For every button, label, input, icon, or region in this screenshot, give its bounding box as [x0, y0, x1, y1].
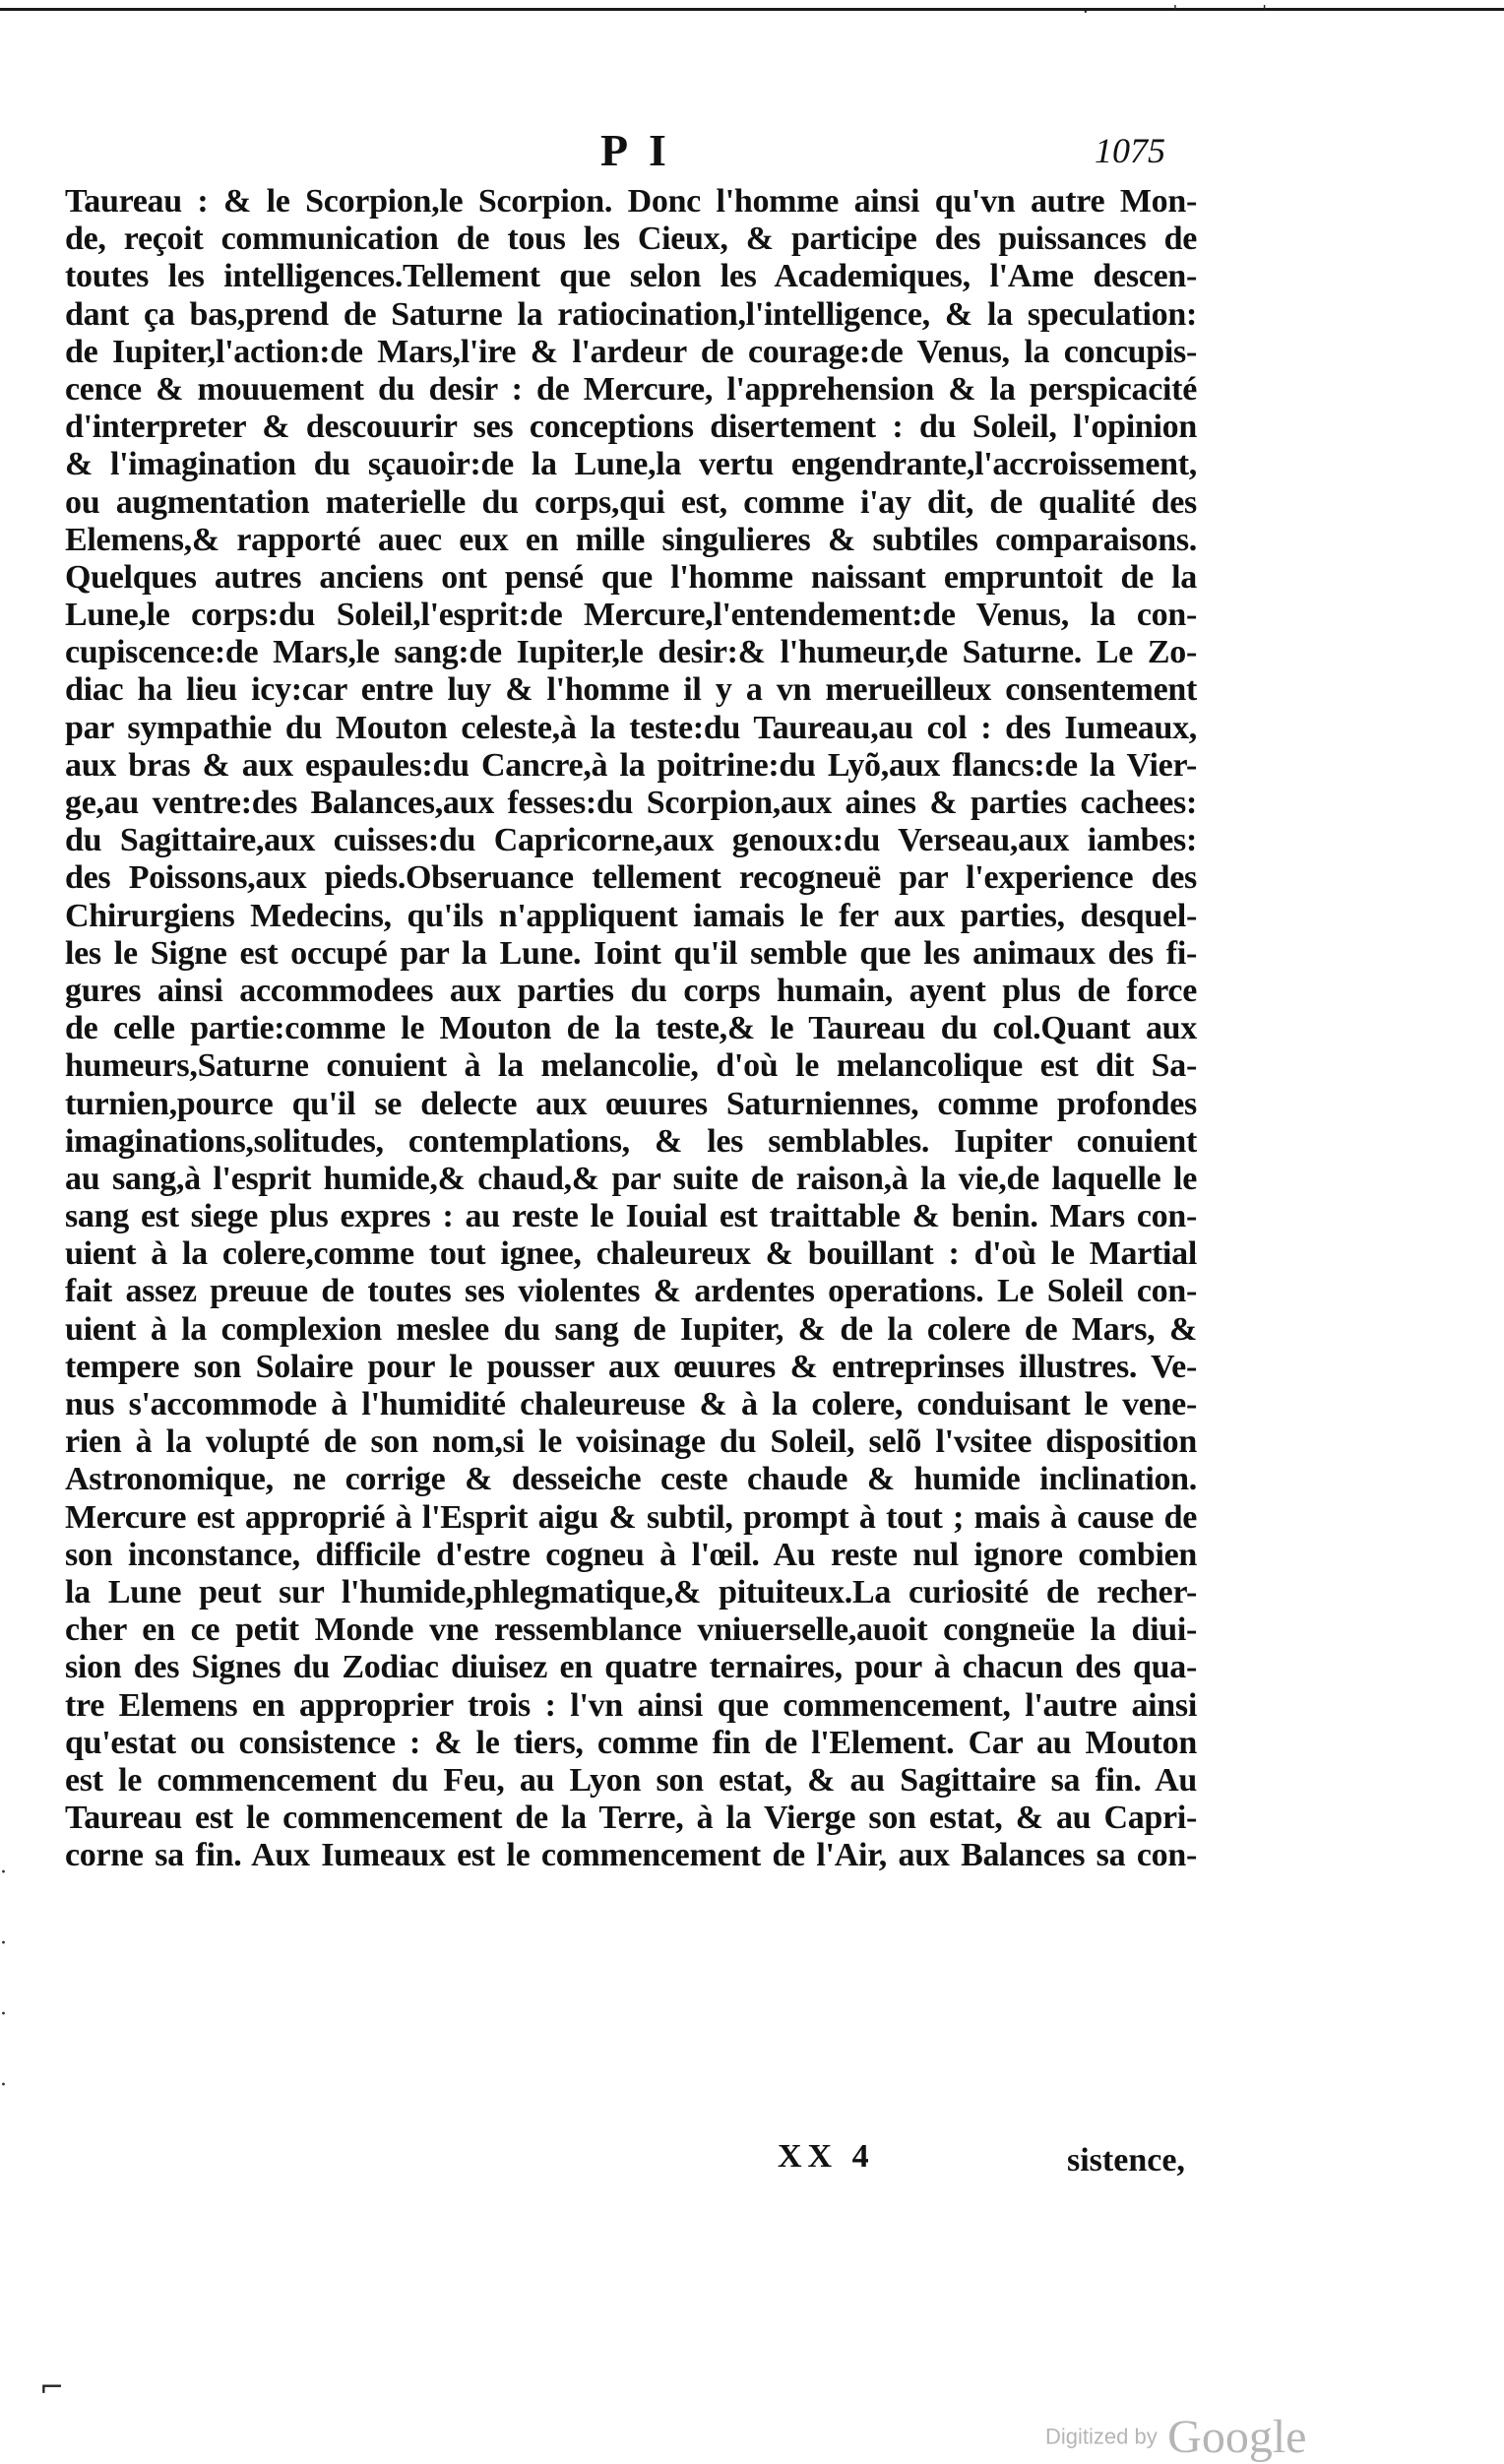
- text-line: Mercure est approprié à l'Esprit aigu & subtil, prompt à tout ; mais à cause de: [65, 1498, 1197, 1536]
- text-line: de, reçoit communication de tous les Cieux, & participe des puissances de: [65, 221, 1197, 258]
- text-line: nus s'accommode à l'humidité chaleureuse & à la colere, conduisant le vene-: [65, 1386, 1197, 1422]
- text-line: corne sa fin. Aux Iumeaux est le commencement de l'Air, aux Balances sa con-: [65, 1837, 1197, 1874]
- text-line: des Poissons,aux pieds.Obseruance tellement recogneuë par l'experience des: [65, 859, 1197, 897]
- text-line: Elemens,& rapporté auec eux en mille singulieres & subtiles comparaisons.: [65, 521, 1197, 558]
- text-line: du Sagittaire,aux cuisses:du Capricorne,aux genoux:du Verseau,aux iambes:: [65, 822, 1197, 859]
- text-line: imaginations,solitudes, contemplations, & les semblables. Iupiter conuient: [65, 1122, 1197, 1160]
- text-line: turnien,pource qu'il se delecte aux œuures Saturniennes, comme profondes: [65, 1085, 1197, 1122]
- margin-mark: ·: [0, 2073, 7, 2098]
- text-line: toutes les intelligences.Tellement que selon les Academiques, l'Ame descen-: [65, 258, 1197, 295]
- text-line: gures ainsi accommodees aux parties du corps humain, ayent plus de force: [65, 972, 1197, 1009]
- text-line: les le Signe est occupé par la Lune. Ioint qu'il semble que les animaux des fi-: [65, 934, 1197, 972]
- text-line: est le commencement du Feu, au Lyon son estat, & au Sagittaire sa fin. Au: [65, 1761, 1197, 1799]
- text-line: humeurs,Saturne conuient à la melancolie, d'où le melancolique est dit Sa-: [65, 1047, 1197, 1085]
- text-line: rien à la volupté de son nom,si le voisinage du Soleil, selõ l'vsitee disposition: [65, 1423, 1197, 1461]
- text-line: Taureau est le commencement de la Terre, à la Vierge son estat, & au Capri-: [65, 1800, 1197, 1837]
- text-line: Lune,le corps:du Soleil,l'esprit:de Mercure,l'entendement:de Venus, la con-: [65, 597, 1197, 634]
- text-line: par sympathie du Mouton celeste,à la teste:du Taureau,au col : des Iumeaux,: [65, 709, 1197, 746]
- text-line: cence & mouuement du desir : de Mercure, l'apprehension & la perspicacité: [65, 370, 1197, 408]
- text-line: qu'estat ou consistence : & le tiers, comme fin de l'Element. Car au Mouton: [65, 1724, 1197, 1761]
- catchword: sistence,: [1067, 2142, 1185, 2179]
- text-line: dant ça bas,prend de Saturne la ratiocination,l'intelligence, & la speculation:: [65, 295, 1197, 333]
- text-line: de Iupiter,l'action:de Mars,l'ire & l'ardeur de courage:de Venus, la concupis-: [65, 333, 1197, 370]
- page-signature: P I: [600, 125, 672, 175]
- text-line: & l'imagination du sçauoir:de la Lune,la vertu engendrante,l'accroissement,: [65, 446, 1197, 483]
- margin-mark: ·: [0, 1861, 7, 1885]
- watermark-prefix: Digitized by: [1045, 2424, 1158, 2449]
- text-line: ge,au ventre:des Balances,aux fesses:du Scorpion,aux aines & parties cachees:: [65, 785, 1197, 821]
- text-line: Quelques autres anciens ont pensé que l'homme naissant empruntoit de la: [65, 558, 1197, 596]
- running-head: [0, 116, 1504, 175]
- text-line: tre Elemens en approprier trois : l'vn ainsi que commencement, l'autre ainsi: [65, 1686, 1197, 1724]
- text-line: cher en ce petit Monde vne ressemblance vniuerselle,auoit congneüe la diui-: [65, 1611, 1197, 1649]
- body-text: [65, 183, 1197, 1874]
- google-logo: Google: [1167, 2411, 1307, 2463]
- left-margin-marks: [0, 1861, 39, 2144]
- margin-mark: ·: [0, 2002, 7, 2027]
- text-line: d'interpreter & descouurir ses conceptions disertement : du Soleil, l'opinion: [65, 409, 1197, 446]
- page-number: 1075: [1095, 131, 1165, 170]
- text-line: aux bras & aux espaules:du Cancre,à la poitrine:du Lyõ,aux flancs:de la Vier-: [65, 746, 1197, 784]
- text-line: son inconstance, difficile d'estre cogneu à l'œil. Au reste nul ignore combien: [65, 1536, 1197, 1573]
- text-line: tempere son Solaire pour le pousser aux œuures & entreprinses illustres. Ve-: [65, 1348, 1197, 1385]
- text-line: Astronomique, ne corrige & desseiche ceste chaude & humide inclination.: [65, 1461, 1197, 1498]
- text-line: cupiscence:de Mars,le sang:de Iupiter,le desir:& l'humeur,de Saturne. Le Zo-: [65, 634, 1197, 671]
- signature-mark: XX 4: [778, 2138, 875, 2175]
- margin-stroke: ⌐: [39, 2370, 65, 2405]
- text-line: fait assez preuue de toutes ses violentes & ardentes operations. Le Soleil con-: [65, 1273, 1197, 1310]
- text-line: sion des Signes du Zodiac diuisez en quatre ternaires, pour à chacun des qua-: [65, 1649, 1197, 1686]
- margin-mark: ·: [0, 1931, 7, 1956]
- text-line: de celle partie:comme le Mouton de la teste,& le Taureau du col.Quant aux: [65, 1010, 1197, 1047]
- text-line: Chirurgiens Medecins, qu'ils n'appliquent iamais le fer aux parties, desquel-: [65, 897, 1197, 934]
- text-line: uient à la colere,comme tout ignee, chaleureux & bouillant : d'où le Martial: [65, 1235, 1197, 1273]
- text-line: la Lune peut sur l'humide,phlegmatique,& pituiteux.La curiosité de recher-: [65, 1573, 1197, 1611]
- top-margin-specks: · ' ': [1083, 2, 1307, 23]
- text-line: diac ha lieu icy:car entre luy & l'homme il y a vn merueilleux consentement: [65, 671, 1197, 709]
- digitized-by-watermark: [1045, 2410, 1306, 2464]
- text-line: ou augmentation materielle du corps,qui est, comme i'ay dit, de qualité des: [65, 483, 1197, 521]
- text-line: au sang,à l'esprit humide,& chaud,& par suite de raison,à la vie,de laquelle le: [65, 1160, 1197, 1197]
- text-line: Taureau : & le Scorpion,le Scorpion. Donc l'homme ainsi qu'vn autre Mon-: [65, 183, 1197, 220]
- text-line: sang est siege plus expres : au reste le Iouial est traittable & benin. Mars con-: [65, 1198, 1197, 1235]
- text-line: uient à la complexion meslee du sang de Iupiter, & de la colere de Mars, &: [65, 1310, 1197, 1348]
